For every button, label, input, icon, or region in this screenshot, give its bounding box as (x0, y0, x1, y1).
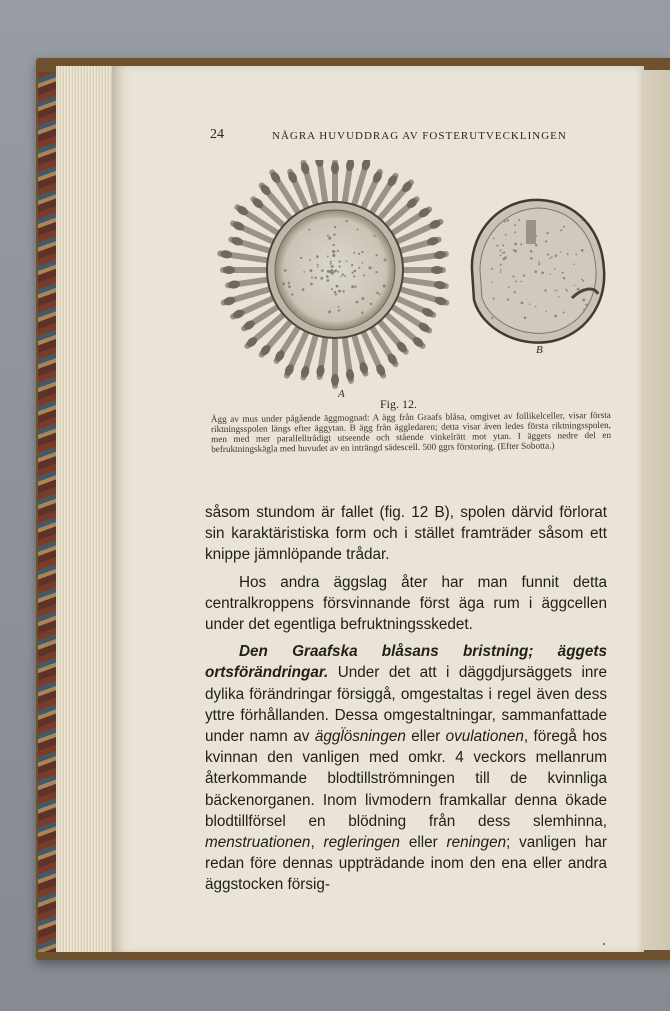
yolk-granule (514, 243, 517, 246)
yolk-granule (373, 235, 375, 237)
cell-nucleus (331, 162, 339, 174)
yolk-granule (507, 219, 510, 222)
paragraph-2: Hos andra äggslag åter har man funnit detta centralkroppens försvinnande först äga rum i äggcellen under det egentliga befruktningsskedet. (205, 573, 607, 634)
yolk-granule (320, 277, 323, 280)
yolk-granule (303, 271, 305, 273)
yolk-granule (379, 293, 381, 295)
yolk-granule (330, 263, 332, 265)
yolk-granule (530, 257, 533, 260)
yolk-granule (582, 280, 584, 282)
yolk-granule (574, 285, 575, 286)
yolk-granule (507, 298, 509, 300)
marbled-edge (38, 72, 58, 952)
yolk-granule (344, 275, 346, 277)
yolk-granule (332, 244, 334, 246)
yolk-granule (514, 224, 516, 226)
yolk-granule (376, 292, 379, 295)
yolk-granule (581, 279, 583, 281)
yolk-granule (321, 269, 324, 272)
yolk-granule (288, 282, 291, 285)
yolk-granule (328, 237, 331, 240)
yolk-granule (566, 290, 568, 292)
yolk-granule (565, 288, 567, 290)
yolk-granule (555, 290, 556, 291)
yolk-granule (336, 285, 339, 288)
paragraph-3-text-e: eller (400, 834, 447, 852)
yolk-granule (342, 273, 344, 275)
yolk-granule (549, 258, 551, 260)
yolk-granule (551, 256, 553, 258)
yolk-granule (327, 270, 330, 273)
yolk-granule (310, 282, 313, 285)
yolk-granule (586, 221, 587, 222)
yolk-granule (328, 310, 331, 313)
yolk-granule (383, 258, 386, 261)
yolk-granule (530, 250, 533, 253)
yolk-granule (518, 219, 520, 221)
yolk-granule (361, 311, 364, 314)
yolk-granule (560, 251, 561, 252)
term-reningen: reningen (446, 834, 507, 852)
yolk-granule (555, 255, 557, 257)
yolk-granule (514, 231, 516, 233)
yolk-granule (514, 250, 517, 253)
egg-oviduct-drawing (462, 190, 612, 355)
yolk-granule (356, 301, 359, 304)
yolk-granule (358, 253, 360, 255)
yolk-granule (535, 235, 537, 237)
yolk-granule (353, 275, 355, 277)
yolk-granule (496, 245, 498, 247)
yolk-granule (353, 252, 355, 254)
yolk-granule (581, 249, 584, 252)
yolk-granule (573, 263, 575, 265)
yolk-granule (354, 270, 357, 273)
yolk-granule (332, 254, 335, 257)
yolk-granule (337, 271, 339, 273)
figure-b-illustration (462, 190, 612, 355)
yolk-granule (282, 282, 285, 285)
yolk-granule (309, 259, 311, 261)
yolk-granule (535, 306, 537, 308)
yolk-granule (585, 304, 587, 306)
yolk-granule (558, 296, 560, 298)
yolk-granule (560, 229, 562, 231)
yolk-granule (562, 272, 564, 274)
yolk-granule (556, 290, 557, 291)
cell-nucleus (331, 374, 339, 386)
yolk-granule (311, 276, 313, 278)
cell-nucleus (223, 266, 235, 274)
yolk-granule (546, 232, 548, 234)
yolk-granule (535, 244, 537, 246)
figure-label-b: B (536, 344, 543, 356)
yolk-granule (326, 279, 329, 282)
yolk-granule (333, 270, 335, 272)
yolk-granule (339, 260, 341, 262)
yolk-granule (500, 255, 502, 257)
yolk-granule (284, 269, 287, 272)
yolk-granule (534, 270, 537, 273)
yolk-granule (315, 276, 317, 278)
yolk-granule (338, 290, 340, 292)
yolk-granule (512, 275, 514, 277)
yolk-granule (358, 267, 360, 269)
yolk-granule (541, 271, 544, 274)
yolk-granule (363, 274, 365, 276)
figure-label-a: A (338, 388, 345, 400)
yolk-granule (493, 298, 495, 300)
page-stack (56, 66, 116, 952)
yolk-granule (492, 281, 494, 283)
paragraph-3-text-f: ; vanligen har redan före dennas uppträdande inom den ena eller andra äggstocken försig- (205, 834, 608, 894)
yolk-granule (520, 243, 522, 245)
figure-caption: Ägg av mus under pågående äggmognad: A ägg från Graafs blåsa, omgivet av follikelceller, visar första riktningsspolen längs efter äggytan. B ägg från äggledaren; detta visar även ledes första riktningsspolen, men med mer parallelltrådigt utseende och stående vinkelrätt mot ytan. I äggets nedre del en befruktningskägla med huvudet av en inträngd sädescell. 500 ggrs förstoring. (Efter Sobotta.) (210, 409, 612, 455)
yolk-granule (502, 244, 504, 246)
yolk-granule (370, 303, 373, 306)
yolk-granule (524, 316, 527, 319)
yolk-granule (351, 285, 354, 288)
yolk-granule (342, 290, 344, 292)
yolk-granule (375, 254, 377, 256)
paragraph-3-text-c: , föregå hos kvinnan den vanligen med omkr. 4 veckors mellanrum återkommande blodtillströmningen till de kvinnliga bäckenorganen. Inom livmodern framkallar denna ökade blodtillförsel en blödning från dess slemhinna, (205, 728, 607, 830)
yolk-granule (333, 234, 335, 236)
yolk-granule (337, 250, 339, 252)
yolk-granule (330, 266, 332, 268)
yolk-granule (582, 299, 585, 302)
yolk-granule (554, 315, 557, 318)
yolk-granule (332, 250, 335, 253)
term-regleringen: regleringen (323, 834, 401, 852)
yolk-granule (316, 255, 319, 258)
yolk-granule (300, 257, 302, 259)
yolk-granule (505, 234, 507, 236)
yolk-granule (563, 226, 565, 228)
paragraph-3-text-b: eller (405, 728, 446, 746)
yolk-granule (521, 281, 522, 282)
yolk-granule (331, 288, 333, 290)
yolk-granule (361, 297, 364, 300)
yolk-granule (515, 281, 517, 283)
figure-a-illustration (210, 160, 460, 390)
yolk-granule (504, 256, 507, 259)
yolk-granule (538, 263, 540, 265)
yolk-granule (361, 251, 363, 253)
yolk-granule (563, 311, 565, 313)
yolk-granule (500, 264, 502, 266)
cell-nucleus (431, 266, 443, 274)
yolk-granule (338, 309, 340, 311)
term-agglossningen: äggl̈ösningen (314, 728, 406, 746)
yolk-granule (547, 253, 549, 255)
yolk-granule (500, 271, 502, 273)
yolk-granule (563, 277, 565, 279)
page-number: 24 (210, 127, 224, 142)
yolk-granule (327, 255, 329, 257)
yolk-granule (335, 293, 337, 295)
ink-dot (603, 943, 605, 945)
main-text (205, 502, 607, 896)
term-menstruationen: menstruationen (205, 834, 311, 852)
yolk-granule (503, 220, 505, 222)
term-ovulationen: ovulationen (445, 728, 524, 746)
yolk-granule (370, 267, 372, 269)
yolk-granule (508, 286, 510, 288)
yolk-granule (308, 229, 310, 231)
yolk-granule (577, 288, 580, 291)
yolk-granule (383, 284, 386, 287)
yolk-granule (545, 311, 546, 312)
yolk-granule (491, 268, 493, 270)
yolk-granule (317, 264, 319, 266)
yolk-granule (327, 235, 329, 237)
yolk-granule (499, 250, 501, 252)
section-heading: Den Graafska blåsans bristning; äggets ortsförändringar. (205, 643, 607, 682)
yolk-granule (545, 240, 547, 242)
yolk-granule (502, 252, 504, 254)
yolk-granule (339, 265, 341, 267)
figure-title: Fig. 12. (380, 397, 418, 411)
yolk-granule (581, 219, 583, 221)
yolk-granule (491, 317, 493, 319)
yolk-granule (375, 271, 377, 273)
yolk-granule (500, 269, 501, 270)
yolk-granule (538, 261, 540, 263)
yolk-granule (345, 220, 347, 222)
yolk-granule (334, 291, 336, 293)
yolk-granule (544, 289, 546, 291)
yolk-granule (340, 276, 342, 278)
yolk-granule (291, 293, 294, 296)
yolk-granule (567, 253, 569, 255)
yolk-granule (330, 270, 333, 273)
yolk-granule (317, 266, 319, 268)
paragraph-3 (205, 641, 607, 895)
running-head: NÅGRA HUVUDDRAG AV FOSTERUTVECKLINGEN (272, 130, 567, 142)
yolk-granule (326, 275, 329, 278)
yolk-granule (352, 272, 354, 274)
yolk-granule (550, 273, 551, 274)
yolk-granule (583, 308, 585, 310)
adjacent-page-edge (642, 70, 670, 950)
yolk-granule (503, 251, 505, 253)
yolk-granule (523, 275, 525, 277)
yolk-granule (521, 301, 524, 304)
yolk-granule (529, 303, 531, 305)
yolk-granule (351, 264, 353, 266)
yolk-granule (330, 261, 332, 263)
yolk-granule (576, 254, 578, 256)
paragraph-1: såsom stundom är fallet (fig. 12 B), spolen därvid förlorat sin karaktäristiska form och i stället framträder såsom ett knippe jämnlöpande trådar. (205, 504, 607, 564)
yolk-granule (514, 291, 516, 293)
yolk-granule (357, 229, 359, 231)
yolk-granule (346, 260, 348, 262)
egg-follicle-drawing (210, 160, 460, 390)
yolk-granule (354, 286, 356, 288)
yolk-granule (309, 269, 312, 272)
yolk-granule (493, 237, 495, 239)
yolk-granule (288, 285, 291, 288)
yolk-granule (554, 268, 556, 270)
yolk-granule (334, 226, 336, 228)
yolk-granule (362, 262, 364, 264)
paragraph-3-text-d: , (310, 834, 324, 852)
yolk-granule (338, 306, 340, 308)
yolk-granule (302, 288, 305, 291)
paragraph-3-text-a: Under det att i däggdjursäggets inre dylika förändringar försiggå, omgestaltas i regel även dess yttre förhållanden. Dessa omgestaltningar, sammanfattade under namn av (205, 664, 607, 746)
